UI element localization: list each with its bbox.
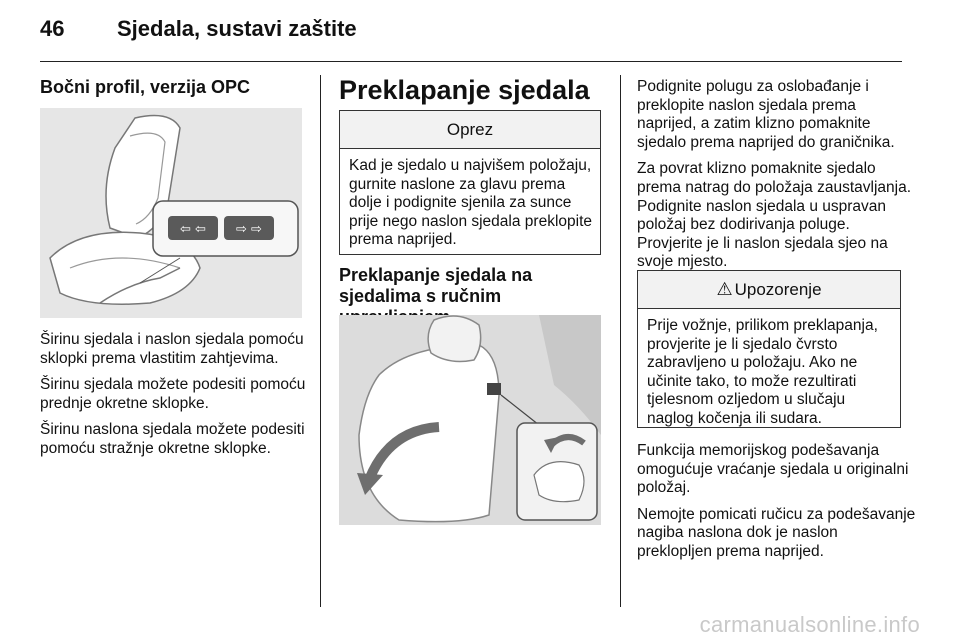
- column-divider-right: [620, 75, 621, 607]
- warning-title: Upozorenje: [734, 280, 822, 299]
- seat-illustration-svg: [40, 108, 302, 318]
- section-heading-folding: Preklapanje sjedala: [339, 75, 590, 105]
- caution-box: [339, 110, 601, 255]
- column-divider-left: [320, 75, 321, 607]
- subheading-manual-seats: Preklapanje sjedala na sjedalima s ručnim: [339, 265, 533, 306]
- right-paragraph: Nemojte pomicati ručicu za podešavanje nagiba naslona dok je naslon preklopljen prema naprijed.: [637, 505, 916, 560]
- page-number: 46: [40, 16, 65, 41]
- left-paragraph: Širinu sjedala i naslon sjedala pomoću sklopki prema vlastitim zahtjevima.: [40, 331, 304, 367]
- folding-illustration-svg: [339, 315, 601, 525]
- caution-title: Oprez: [340, 111, 600, 149]
- caution-text: Kad je sjedalo u najvišem položaju, gurnite naslone za glavu prema dolje i podignite sjenila za sunce prije nego naslon sjedala preklopite prema naprijed.: [349, 157, 592, 249]
- left-paragraph: Širinu naslona sjedala možete podesiti pomoću stražnje okretne sklopke.: [40, 421, 305, 457]
- warning-header: [638, 271, 900, 309]
- right-body-text-bottom: [637, 442, 917, 570]
- right-paragraph: Podignite polugu za oslobađanje i preklopite naslon sjedala prema naprijed, a zatim klizno pomaknite sjedalo prema naprijed do graničnika.: [637, 78, 895, 151]
- warning-box: [637, 270, 901, 428]
- left-paragraph: Širinu sjedala možete podesiti pomoću prednje okretne sklopke.: [40, 376, 306, 412]
- seat-folding-illustration: [339, 315, 601, 525]
- header-divider: [40, 61, 902, 62]
- warning-triangle-icon: ⚠: [716, 279, 733, 299]
- svg-text:⇨ ⇨: ⇨ ⇨: [236, 222, 262, 237]
- watermark: carmanualsonline.info: [699, 612, 920, 637]
- warning-text: Prije vožnje, prilikom preklapanja, provjerite je li sjedalo čvrsto zabravljeno u položaju. Ako ne učinite tako, to može rezultirati tjelesnom ozljedom u slučaju naglog kočenja ili sudara.: [647, 317, 878, 427]
- right-body-text-top: [637, 78, 917, 280]
- chapter-title: Sjedala, sustavi zaštite: [117, 16, 357, 41]
- left-body-text: [40, 331, 312, 467]
- svg-text:⇦ ⇦: ⇦ ⇦: [180, 222, 206, 237]
- section-heading-opc: Bočni profil, verzija OPC: [40, 77, 251, 97]
- seat-side-switch-illustration: [40, 108, 302, 318]
- right-paragraph: Funkcija memorijskog podešavanja omogućuje vraćanje sjedala u originalni položaj.: [637, 442, 909, 497]
- right-paragraph: Za povrat klizno pomaknite sjedalo prema natrag do položaja zaustavljanja. Podignite naslon sjedala u uspravan položaj bez dodirivanja poluge. Provjerite je li naslon sjedala sjeo na svoje mjesto.: [637, 160, 912, 271]
